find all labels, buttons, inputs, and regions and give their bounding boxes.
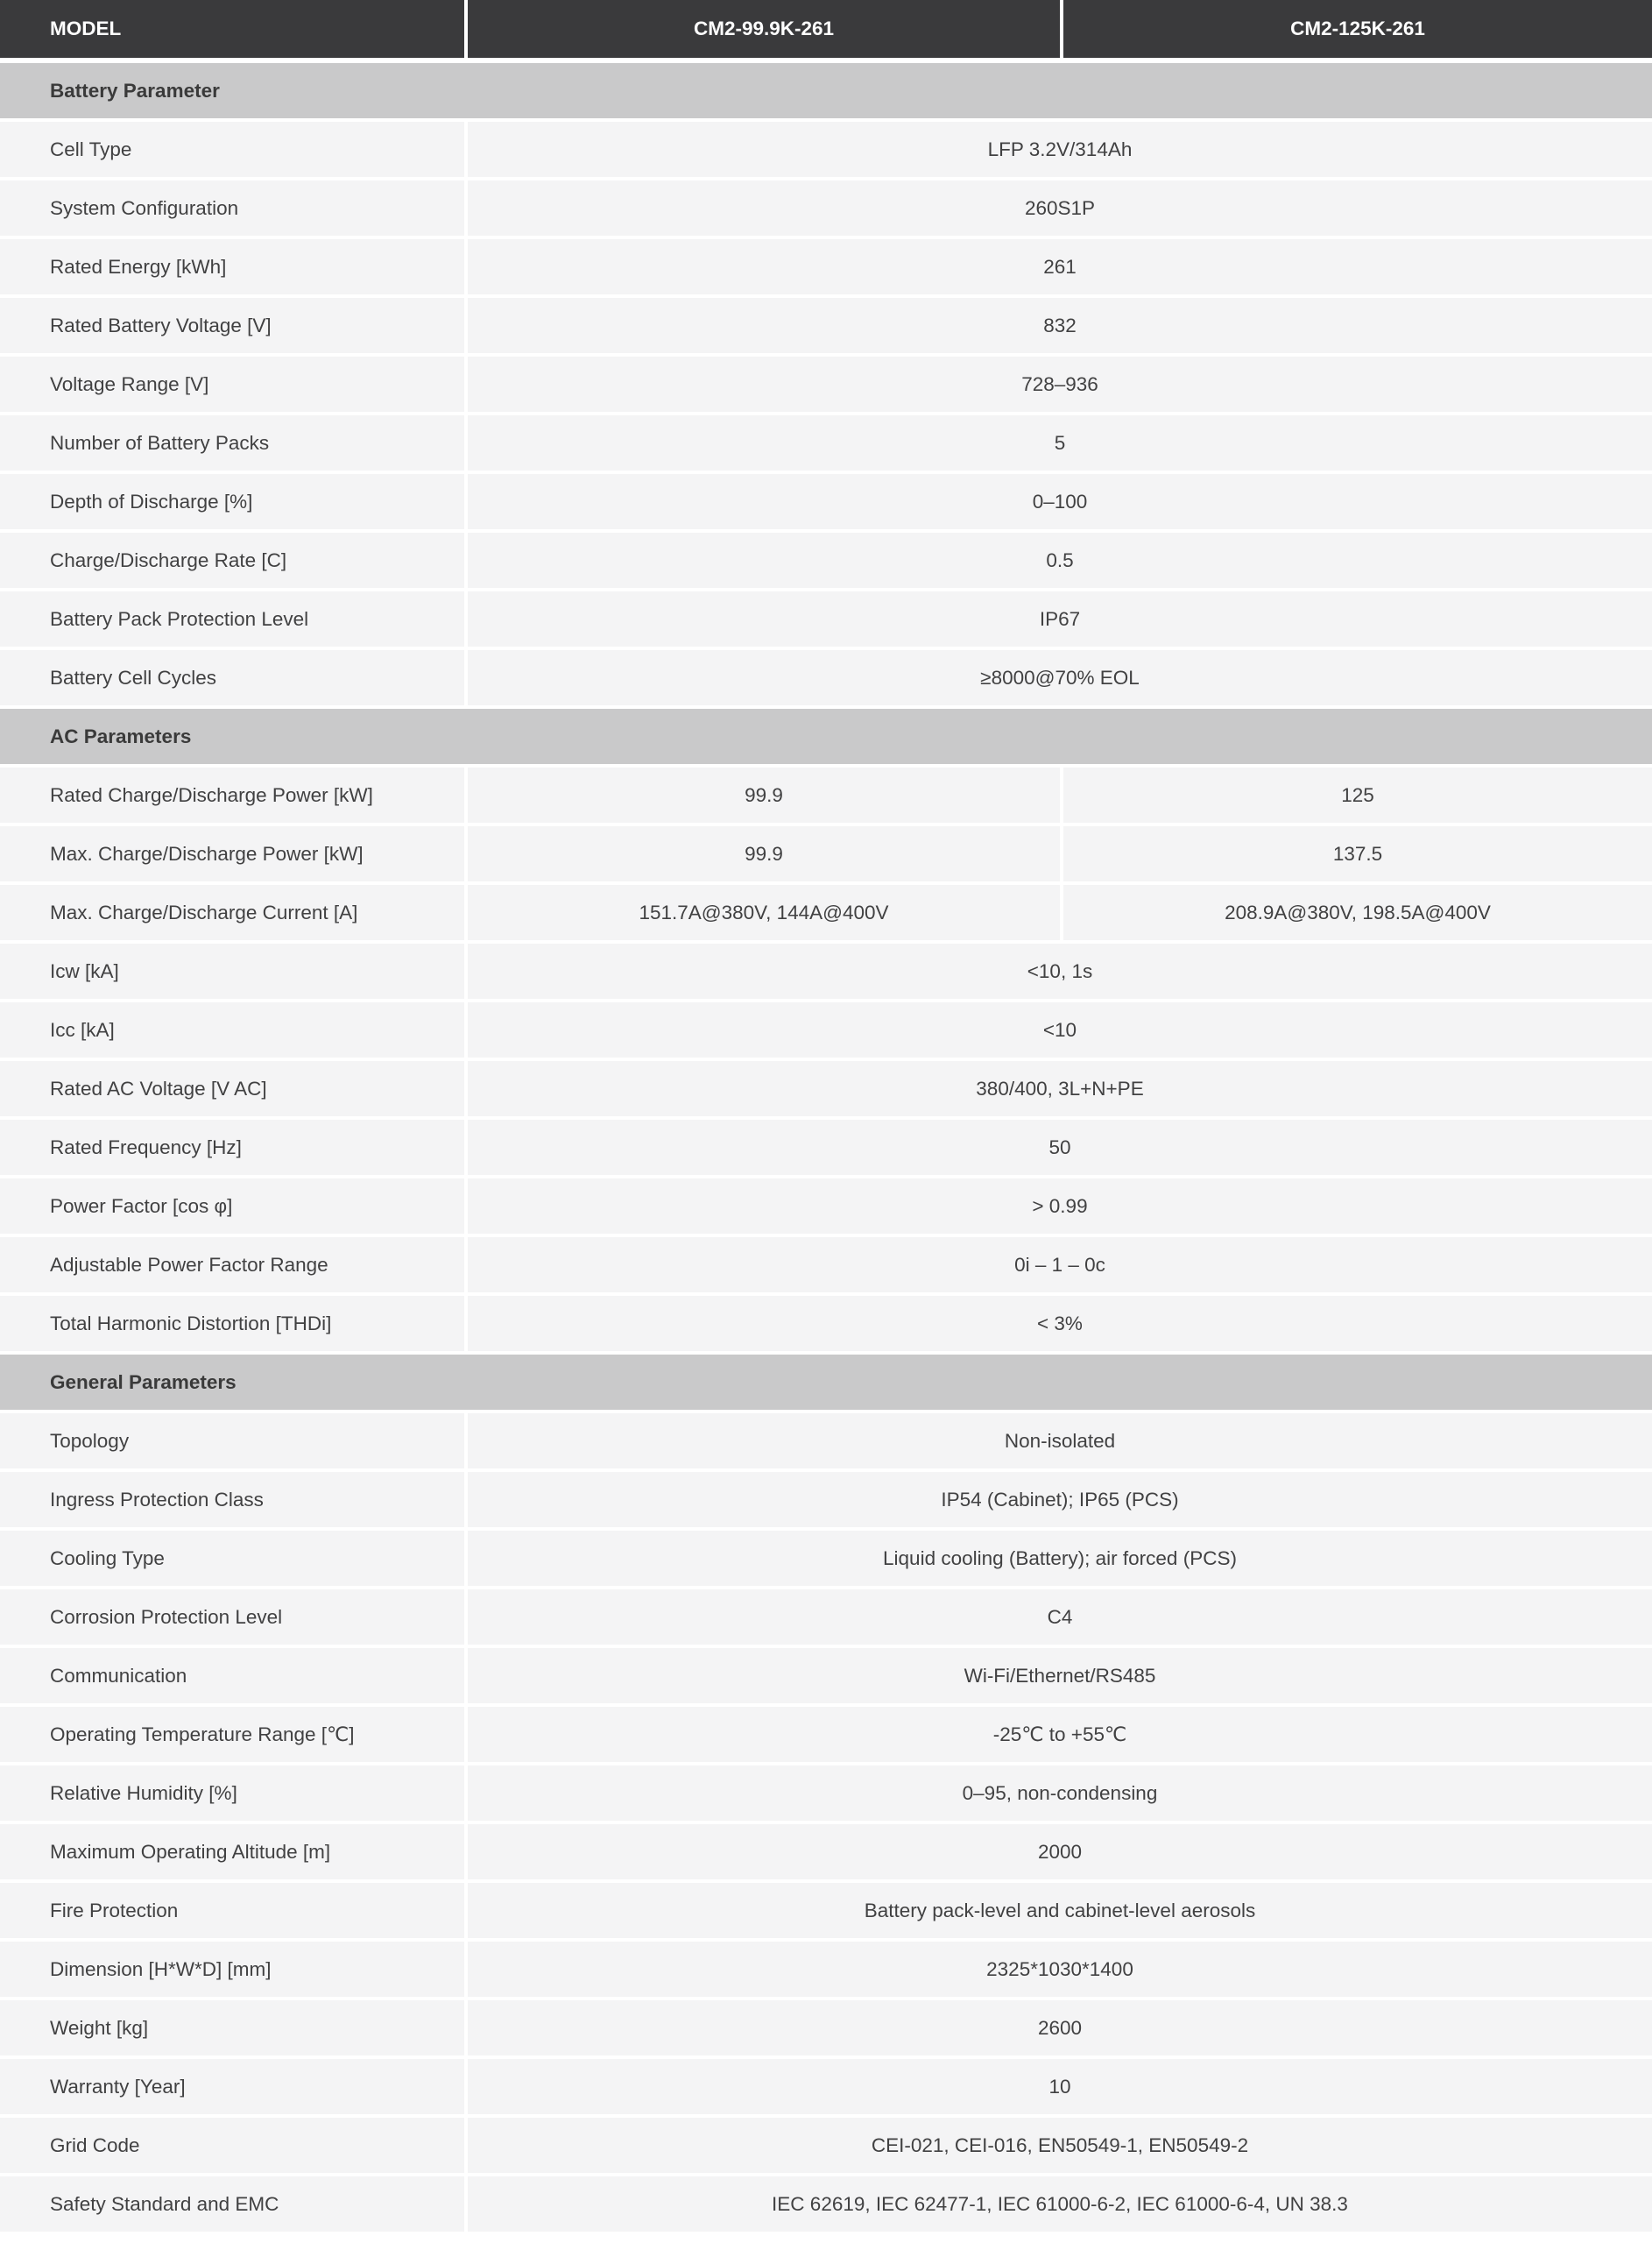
row-label: Power Factor [cos φ] (0, 1178, 464, 1234)
row-value-model-2: 137.5 (1063, 826, 1652, 881)
table-row (0, 1178, 1652, 1234)
table-row (0, 1531, 1652, 1586)
row-label: Warranty [Year] (0, 2059, 464, 2114)
row-value: 380/400, 3L+N+PE (468, 1061, 1652, 1116)
row-label: Max. Charge/Discharge Current [A] (0, 885, 464, 940)
header-model-column-1: CM2-99.9K-261 (468, 0, 1060, 58)
row-value: <10, 1s (468, 944, 1652, 999)
table-header-row (0, 0, 1652, 58)
table-row (0, 1296, 1652, 1351)
table-row (0, 885, 1652, 940)
row-value: 2325*1030*1400 (468, 1942, 1652, 1997)
row-value: 0i – 1 – 0c (468, 1237, 1652, 1292)
row-value: 260S1P (468, 180, 1652, 236)
table-row (0, 298, 1652, 353)
row-label: Battery Pack Protection Level (0, 591, 464, 647)
table-body (0, 63, 1652, 2232)
row-value: Non-isolated (468, 1413, 1652, 1468)
table-row (0, 2118, 1652, 2173)
row-value: -25℃ to +55℃ (468, 1707, 1652, 1762)
table-row (0, 2059, 1652, 2114)
table-row (0, 1765, 1652, 1821)
table-row (0, 1589, 1652, 1645)
row-label: Number of Battery Packs (0, 415, 464, 471)
table-row (0, 826, 1652, 881)
row-label: Topology (0, 1413, 464, 1468)
row-label: Battery Cell Cycles (0, 650, 464, 705)
row-value-model-1: 151.7A@380V, 144A@400V (468, 885, 1060, 940)
row-label: Cooling Type (0, 1531, 464, 1586)
section-header-ac-parameters: AC Parameters (0, 709, 1652, 764)
row-value: IEC 62619, IEC 62477-1, IEC 61000-6-2, IEC 61000-6-4, UN 38.3 (468, 2176, 1652, 2232)
row-label: Rated AC Voltage [V AC] (0, 1061, 464, 1116)
table-row (0, 1883, 1652, 1938)
table-row (0, 415, 1652, 471)
row-label: System Configuration (0, 180, 464, 236)
row-value-model-1: 99.9 (468, 768, 1060, 823)
table-row (0, 1472, 1652, 1527)
row-label: Max. Charge/Discharge Power [kW] (0, 826, 464, 881)
table-row (0, 650, 1652, 705)
row-value-model-2: 125 (1063, 768, 1652, 823)
table-row (0, 1061, 1652, 1116)
table-row (0, 1707, 1652, 1762)
row-label: Weight [kg] (0, 2000, 464, 2055)
table-row (0, 768, 1652, 823)
table-row (0, 357, 1652, 412)
row-label: Rated Frequency [Hz] (0, 1120, 464, 1175)
row-label: Depth of Discharge [%] (0, 474, 464, 529)
row-label: Dimension [H*W*D] [mm] (0, 1942, 464, 1997)
row-value: Liquid cooling (Battery); air forced (PCS) (468, 1531, 1652, 1586)
table-row (0, 180, 1652, 236)
row-value: Wi-Fi/Ethernet/RS485 (468, 1648, 1652, 1703)
row-label: Rated Battery Voltage [V] (0, 298, 464, 353)
table-row (0, 122, 1652, 177)
table-row (0, 1942, 1652, 1997)
row-label: Ingress Protection Class (0, 1472, 464, 1527)
row-value: 10 (468, 2059, 1652, 2114)
row-value: 728–936 (468, 357, 1652, 412)
table-row (0, 239, 1652, 294)
header-model-column-2: CM2-125K-261 (1063, 0, 1652, 58)
table-row (0, 474, 1652, 529)
row-label: Charge/Discharge Rate [C] (0, 533, 464, 588)
row-label: Adjustable Power Factor Range (0, 1237, 464, 1292)
row-label: Safety Standard and EMC (0, 2176, 464, 2232)
row-label: Grid Code (0, 2118, 464, 2173)
row-value: LFP 3.2V/314Ah (468, 122, 1652, 177)
row-value: 0–100 (468, 474, 1652, 529)
row-value: C4 (468, 1589, 1652, 1645)
row-value: 5 (468, 415, 1652, 471)
table-row (0, 1413, 1652, 1468)
row-value: 50 (468, 1120, 1652, 1175)
row-value: 2000 (468, 1824, 1652, 1879)
row-value-model-1: 99.9 (468, 826, 1060, 881)
row-label: Fire Protection (0, 1883, 464, 1938)
row-value: < 3% (468, 1296, 1652, 1351)
row-label: Total Harmonic Distortion [THDi] (0, 1296, 464, 1351)
row-label: Relative Humidity [%] (0, 1765, 464, 1821)
table-row (0, 1120, 1652, 1175)
section-header-battery-parameter: Battery Parameter (0, 63, 1652, 118)
row-value: > 0.99 (468, 1178, 1652, 1234)
row-value: 0–95, non-condensing (468, 1765, 1652, 1821)
row-value-model-2: 208.9A@380V, 198.5A@400V (1063, 885, 1652, 940)
section-header-general-parameters: General Parameters (0, 1355, 1652, 1410)
row-value: 261 (468, 239, 1652, 294)
row-label: Cell Type (0, 122, 464, 177)
table-row (0, 591, 1652, 647)
row-label: Icw [kA] (0, 944, 464, 999)
table-row (0, 1648, 1652, 1703)
table-row (0, 1002, 1652, 1058)
table-row (0, 944, 1652, 999)
table-row (0, 533, 1652, 588)
header-model-label: MODEL (0, 0, 464, 58)
row-value: CEI-021, CEI-016, EN50549-1, EN50549-2 (468, 2118, 1652, 2173)
row-label: Rated Charge/Discharge Power [kW] (0, 768, 464, 823)
table-row (0, 2000, 1652, 2055)
row-label: Rated Energy [kWh] (0, 239, 464, 294)
row-value: <10 (468, 1002, 1652, 1058)
row-label: Voltage Range [V] (0, 357, 464, 412)
row-value: IP67 (468, 591, 1652, 647)
row-value: 832 (468, 298, 1652, 353)
table-row (0, 1824, 1652, 1879)
row-value: 0.5 (468, 533, 1652, 588)
row-label: Icc [kA] (0, 1002, 464, 1058)
row-label: Maximum Operating Altitude [m] (0, 1824, 464, 1879)
row-label: Operating Temperature Range [℃] (0, 1707, 464, 1762)
row-value: Battery pack-level and cabinet-level aerosols (468, 1883, 1652, 1938)
row-label: Communication (0, 1648, 464, 1703)
table-row (0, 1237, 1652, 1292)
row-value: ≥8000@70% EOL (468, 650, 1652, 705)
table-row (0, 2176, 1652, 2232)
row-value: IP54 (Cabinet); IP65 (PCS) (468, 1472, 1652, 1527)
row-value: 2600 (468, 2000, 1652, 2055)
row-label: Corrosion Protection Level (0, 1589, 464, 1645)
